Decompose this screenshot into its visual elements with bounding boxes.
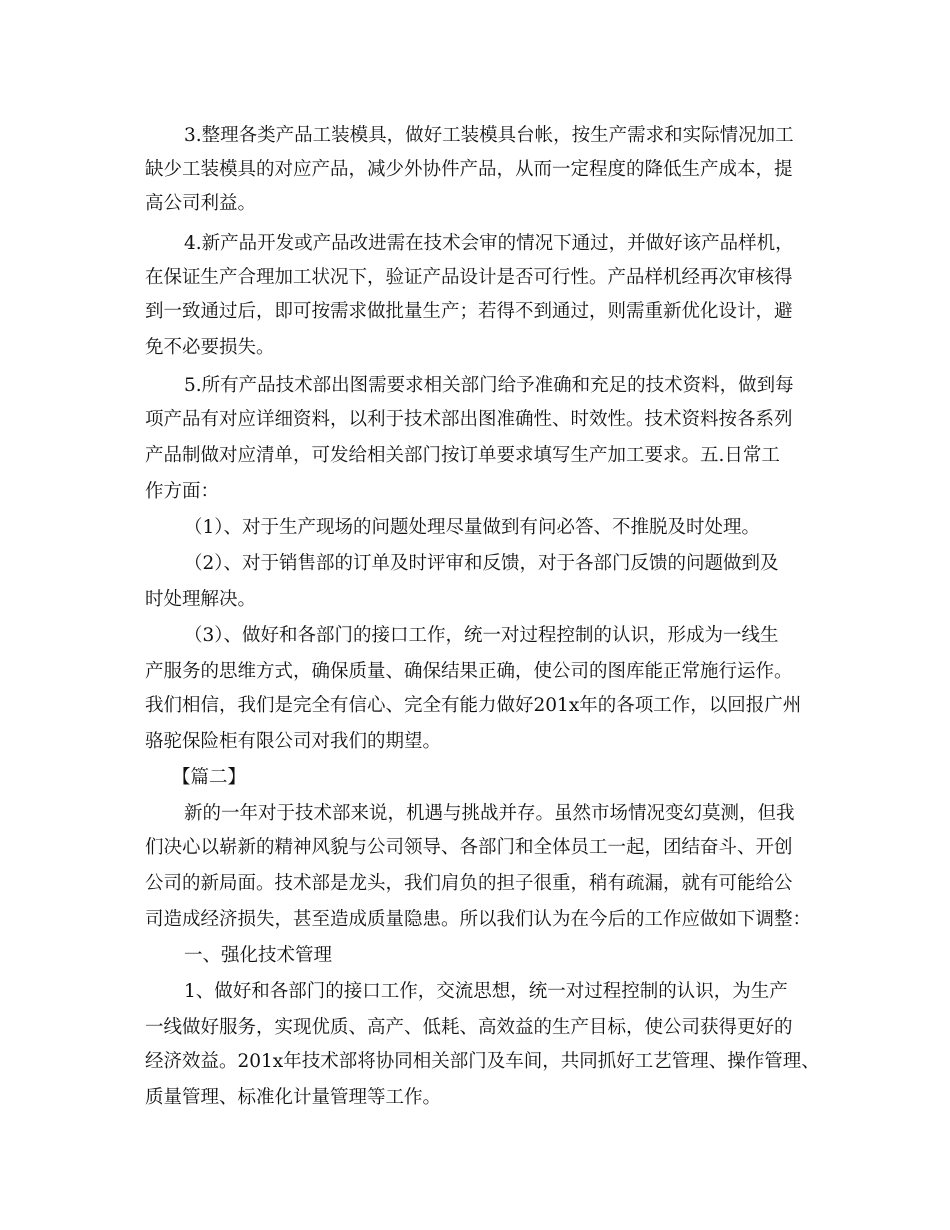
text-line: 时处理解决。 <box>145 589 257 610</box>
text-line: 经济效益。201x年技术部将协同相关部门及车间，共同抓好工艺管理、操作管理、 <box>145 1051 820 1072</box>
text-line: 司造成经济损失，甚至造成质量隐患。所以我们认为在今后的工作应做如下调整： <box>145 909 812 930</box>
text-line: 作方面： <box>145 481 220 502</box>
text-line: （2）、对于销售部的订单及时评审和反馈，对于各部门反馈的问题做到及 <box>184 553 779 574</box>
text-line: 在保证生产合理加工状况下，验证产品设计是否可行性。产品样机经再次审核得 <box>145 267 793 288</box>
subsection-heading: 一、强化技术管理 <box>184 945 333 966</box>
text-line: 项产品有对应详细资料，以利于技术部出图准确性、时效性。技术资料按各系列 <box>145 409 793 430</box>
text-line: 新的一年对于技术部来说，机遇与挑战并存。虽然市场情况变幻莫测，但我 <box>184 803 795 824</box>
text-line: 1、做好和各部门的接口工作，交流思想，统一对过程控制的认识，为生产 <box>184 981 788 1002</box>
text-line: 公司的新局面。技术部是龙头，我们肩负的担子很重，稍有疏漏，就有可能给公 <box>145 873 793 894</box>
text-line: 4.新产品开发或产品改进需在技术会审的情况下通过，并做好该产品样机， <box>184 233 794 254</box>
text-line: （3）、做好和各部门的接口工作，统一对过程控制的认识，形成为一线生 <box>184 625 779 646</box>
text-line: 产服务的思维方式，确保质量、确保结果正确，使公司的图库能正常施行运作。 <box>145 661 793 682</box>
text-line: 我们相信，我们是完全有信心、完全有能力做好201x年的各项工作，以回报广州 <box>145 695 802 716</box>
text-line: 到一致通过后，即可按需求做批量生产；若得不到通过，则需重新优化设计，避 <box>145 301 793 322</box>
text-line: 缺少工装模具的对应产品，减少外协件产品，从而一定程度的降低生产成本，提 <box>145 159 793 180</box>
text-line: 骆驼保险柜有限公司对我们的期望。 <box>145 731 442 752</box>
section-heading: 【篇二】 <box>172 767 247 788</box>
text-line: 质量管理、标准化计量管理等工作。 <box>145 1087 442 1108</box>
text-line: （1）、对于生产现场的问题处理尽量做到有问必答、不推脱及时处理。 <box>184 517 761 538</box>
text-line: 高公司利益。 <box>145 193 257 214</box>
text-line: 产品制做对应清单，可发给相关部门按订单要求填写生产加工要求。五.日常工 <box>145 445 780 466</box>
text-line: 3.整理各类产品工装模具，做好工装模具台帐，按生产需求和实际情况加工 <box>184 125 794 146</box>
text-line: 免不必要损失。 <box>145 337 275 358</box>
text-line: 们决心以崭新的精神风貌与公司领导、各部门和全体员工一起，团结奋斗、开创 <box>145 837 793 858</box>
text-line: 一线做好服务，实现优质、高产、低耗、高效益的生产目标，使公司获得更好的 <box>145 1017 793 1038</box>
text-line: 5.所有产品技术部出图需要求相关部门给予准确和充足的技术资料，做到每 <box>184 375 794 396</box>
